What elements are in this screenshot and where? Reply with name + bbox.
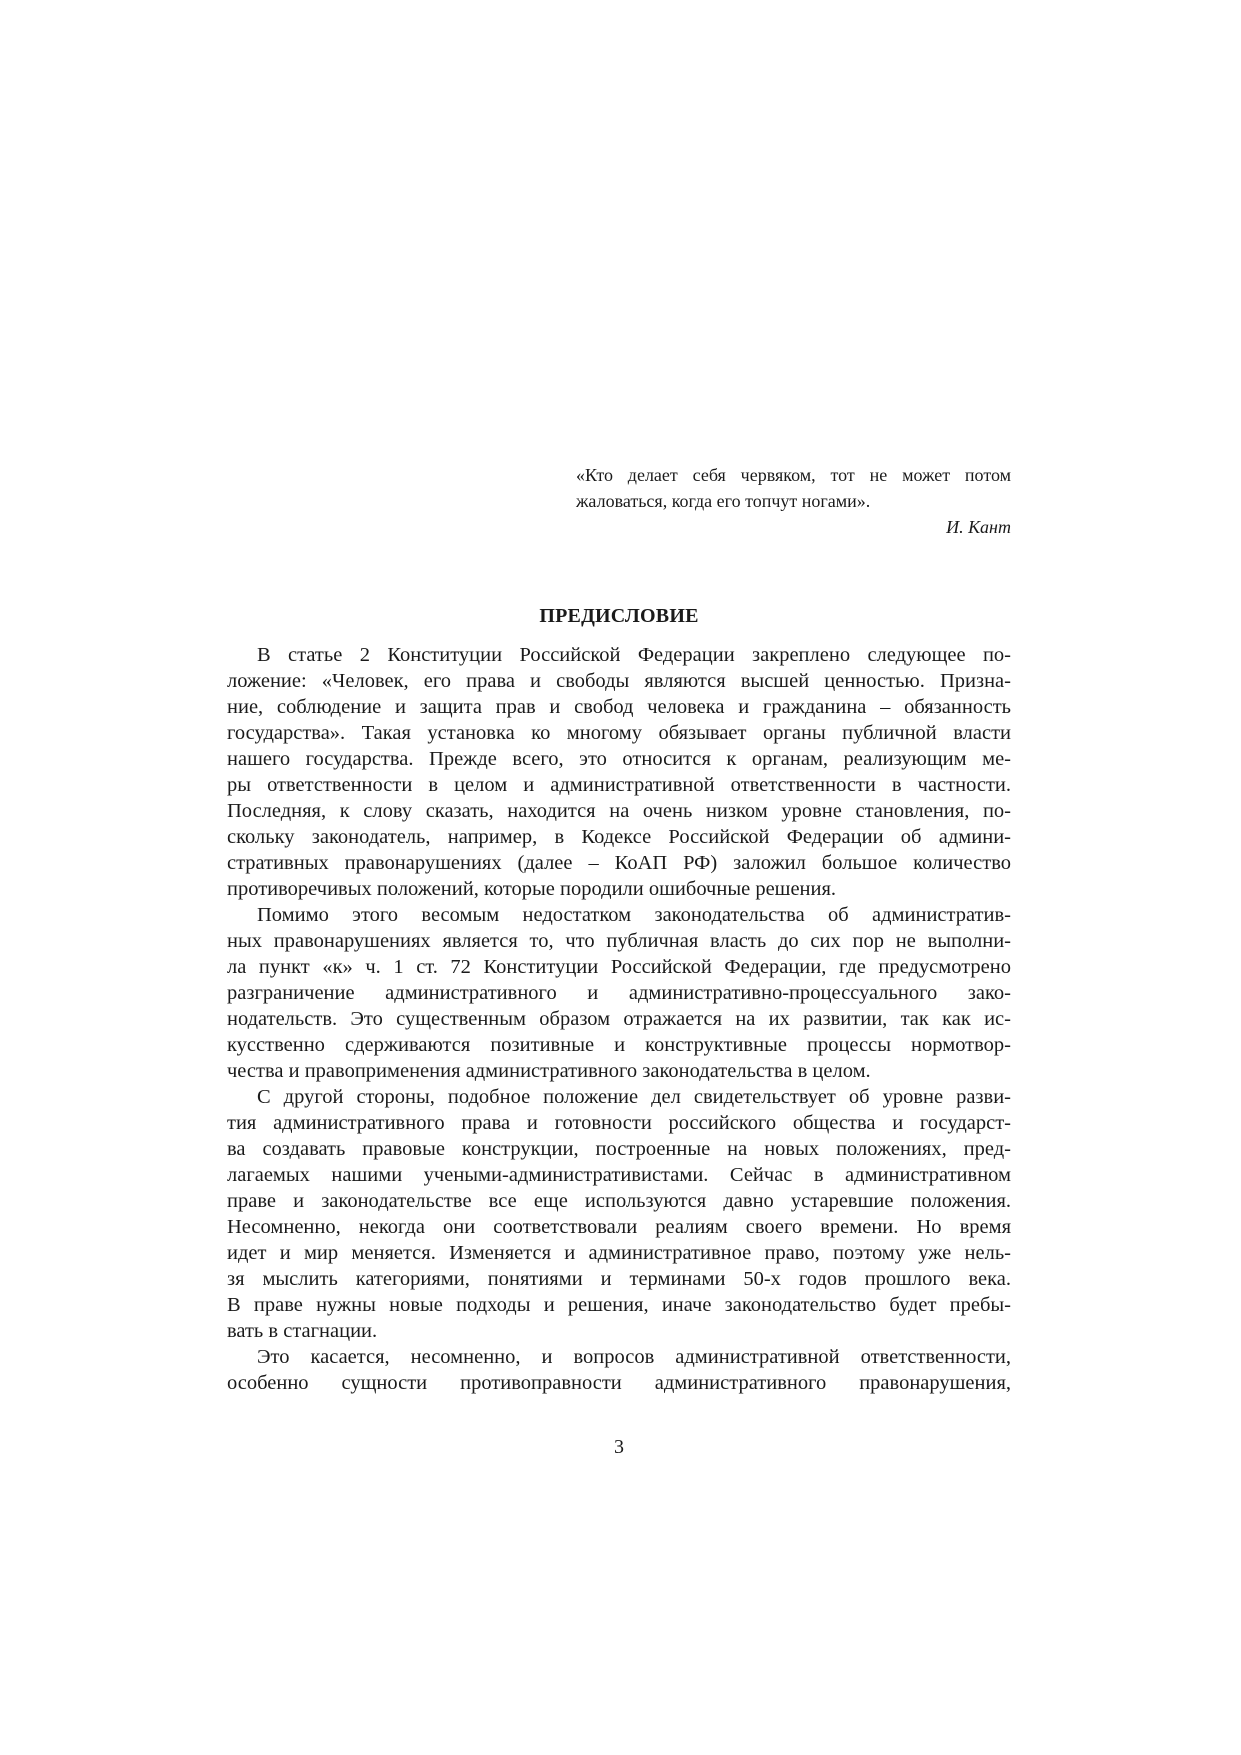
text-line: зя мыслить категориями, понятиями и терминами 50-х годов прошлого века. (227, 1268, 1011, 1290)
text-line: государства». Такая установка ко многому обязывает органы публичной власти (227, 722, 1011, 744)
text-line: ных правонарушениях является то, что публичная власть до сих пор не выполни- (227, 930, 1011, 952)
paragraph (227, 1344, 1011, 1396)
page-number: 3 (614, 1436, 624, 1458)
text-line: ла пункт «к» ч. 1 ст. 72 Конституции Российской Федерации, где предусмотрено (227, 956, 1011, 978)
text-line: ры ответственности в целом и административной ответственности в частности. (227, 774, 1011, 796)
text-line: кусственно сдерживаются позитивные и конструктивные процессы нормотвор- (227, 1034, 1011, 1056)
text-line: С другой стороны, подобное положение дел свидетельствует об уровне разви- (257, 1086, 1011, 1108)
text-line: В праве нужны новые подходы и решения, иначе законодательство будет пребы- (227, 1294, 1011, 1316)
text-line: Это касается, несомненно, и вопросов административной ответственности, (257, 1346, 1011, 1368)
text-line: Последняя, к слову сказать, находится на очень низком уровне становления, по- (227, 800, 1011, 822)
epigraph-author: И. Кант (946, 517, 1011, 537)
text-line: нодательств. Это существенным образом отражается на их развитии, так как ис- (227, 1008, 1011, 1030)
text-line: чества и правоприменения административного законодательства в целом. (227, 1060, 871, 1082)
body-text (227, 642, 1011, 1396)
paragraph (227, 1084, 1011, 1344)
epigraph (576, 462, 1011, 540)
text-line: тия административного права и готовности российского общества и государст- (227, 1112, 1011, 1134)
text-line: скольку законодатель, например, в Кодексе Российской Федерации об админи- (227, 826, 1011, 848)
text-line: разграничение административного и административно-процессуального зако- (227, 982, 1011, 1004)
text-line: ложение: «Человек, его права и свободы являются высшей ценностью. Призна- (227, 670, 1011, 692)
text-line: нашего государства. Прежде всего, это относится к органам, реализующим ме- (227, 748, 1011, 770)
text-line: стративных правонарушениях (далее – КоАП РФ) заложил большое количество (227, 852, 1011, 874)
paragraph (227, 902, 1011, 1084)
text-line: противоречивых положений, которые породили ошибочные решения. (227, 878, 837, 900)
section-heading: ПРЕДИСЛОВИЕ (539, 605, 699, 627)
text-line: идет и мир меняется. Изменяется и административное право, поэтому уже нель- (227, 1242, 1011, 1264)
text-line: особенно сущности противоправности административного правонарушения, (227, 1372, 1011, 1394)
text-line: лагаемых нашими учеными-административистами. Сейчас в административном (227, 1164, 1011, 1186)
epigraph-line: «Кто делает себя червяком, тот не может потом (576, 465, 1011, 485)
text-line: ние, соблюдение и защита прав и свобод человека и гражданина – обязанность (227, 696, 1011, 718)
text-line: вать в стагнации. (227, 1320, 378, 1342)
text-line: праве и законодательстве все еще используются давно устаревшие положения. (227, 1190, 1011, 1212)
text-line: Помимо этого весомым недостатком законодательства об административ- (257, 904, 1011, 926)
epigraph-line: жаловаться, когда его топчут ногами». (576, 491, 871, 511)
text-line: ва создавать правовые конструкции, построенные на новых положениях, пред- (227, 1138, 1011, 1160)
paragraph (227, 642, 1011, 902)
text-line: В статье 2 Конституции Российской Федерации закреплено следующее по- (257, 644, 1011, 666)
text-line: Несомненно, некогда они соответствовали реалиям своего времени. Но время (227, 1216, 1011, 1238)
